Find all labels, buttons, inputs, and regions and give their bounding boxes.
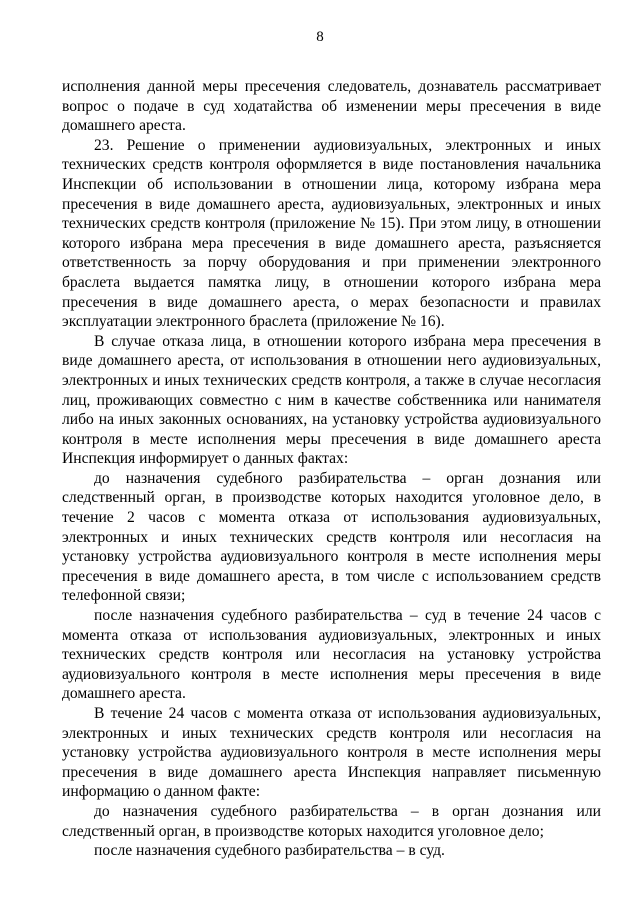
paragraph-after-trial: после назначения судебного разбирательства – суд в течение 24 часов с момента отказа от использования аудиовизуальных, электронных и иных технических средств контроля или несогласия на установку устройства аудиовизуального контроля в месте исполнения меры пресечения в виде домашнего ареста. — [62, 607, 601, 703]
page-number: 8 — [316, 29, 324, 45]
document-body — [62, 77, 601, 861]
paragraph-to-court: после назначения судебного разбирательства – в суд. — [94, 842, 445, 860]
paragraph-item-23: 23. Решение о применении аудиовизуальных, электронных и иных технических средств контроля оформляется в виде постановления начальника Инспекции об использовании в отношении лица, которому избрана мера пресечения в виде домашнего ареста, аудиовизуальных, электронных и иных технических средств контроля (приложение № 15). При этом лицу, в отношении которого избрана мера пресечения в виде домашнего ареста, разъясняется ответственность за порчу оборудования и при применении электронного браслета выдается памятка лицу, в отношении которого избрана мера пресечения в виде домашнего ареста, о мерах безопасности и правилах эксплуатации электронного браслета (приложение № 16). — [62, 136, 601, 331]
paragraph-within-24-hours: В течение 24 часов с момента отказа от использования аудиовизуальных, электронных и иных технических средств контроля или несогласия на установку устройства аудиовизуального контроля в месте исполнения меры пресечения в виде домашнего ареста Инспекция направляет письменную информацию о данном факте: — [62, 705, 601, 801]
paragraph-to-inquiry-body: до назначения судебного разбирательства – в орган дознания или следственный орган, в производстве которых находится уголовное дело; — [62, 802, 601, 840]
paragraph-before-trial: до назначения судебного разбирательства – орган дознания или следственный орган, в производстве которых находится уголовное дело, в течение 2 часов с момента отказа от использования аудиовизуальных, электронных и иных технических средств контроля или несогласия на установку устройства аудиовизуального контроля в месте исполнения меры пресечения в виде домашнего ареста, в том числе с использованием средств телефонной связи; — [62, 469, 601, 605]
paragraph-refusal-case: В случае отказа лица, в отношении которого избрана мера пресечения в виде домашнего ареста, от использования в отношении него аудиовизуальных, электронных и иных технических средств контроля, а также в случае несогласия лиц, проживающих совместно с ним в качестве собственника или нанимателя либо на иных законных основаниях, на установку устройства аудиовизуального контроля в месте исполнения меры пресечения в виде домашнего ареста Инспекция информирует о данных фактах: — [62, 332, 601, 468]
paragraph-continuation: исполнения данной меры пресечения следователь, дознаватель рассматривает вопрос о подаче в суд ходатайства об изменении меры пресечения в виде домашнего ареста. — [62, 78, 601, 135]
